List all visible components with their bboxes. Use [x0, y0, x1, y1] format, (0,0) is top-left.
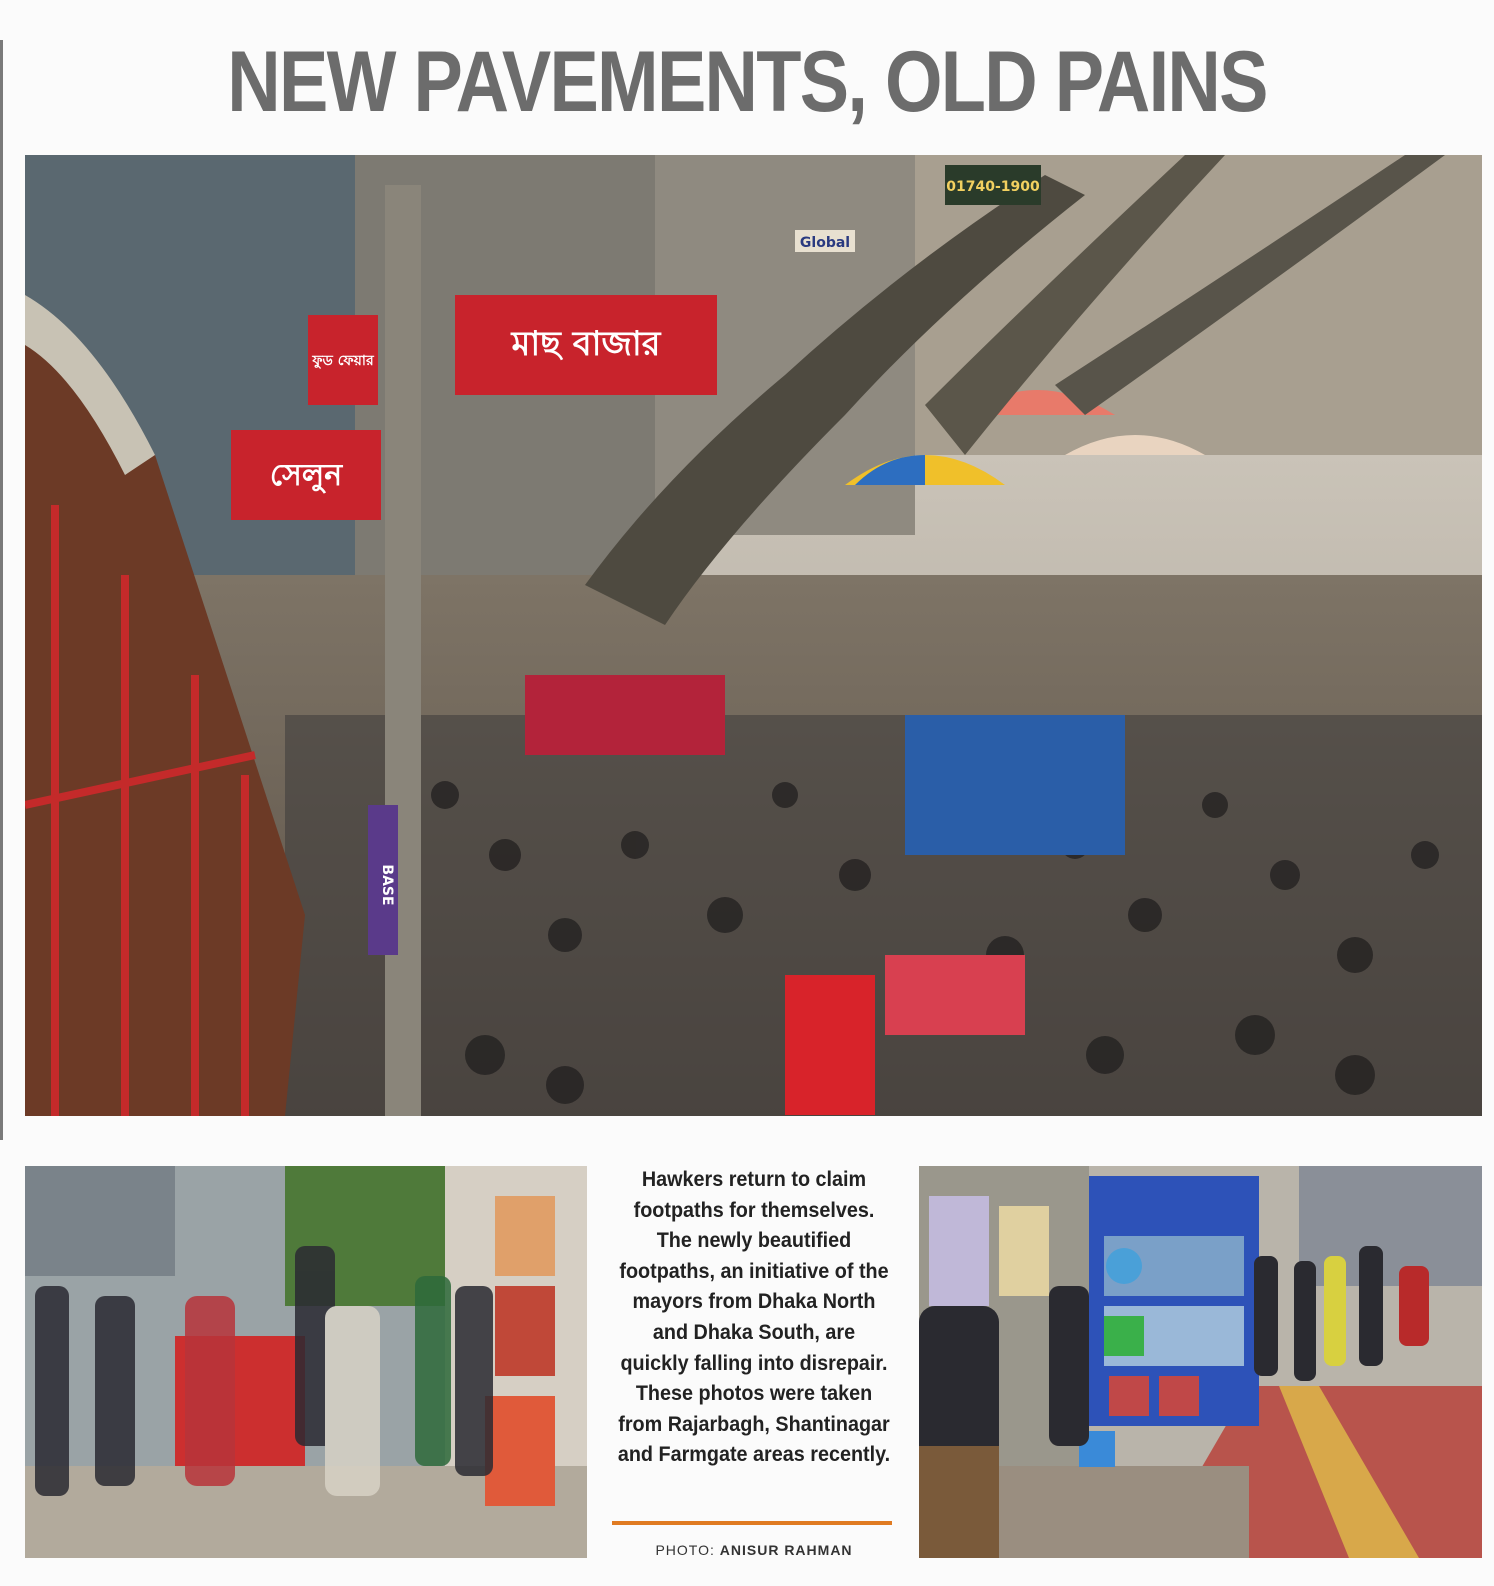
electric-pole [385, 185, 421, 1116]
headline: NEW PAVEMENTS, OLD PAINS [227, 34, 1267, 130]
photo-credit-label: PHOTO: [655, 1542, 715, 1558]
caption-divider [612, 1521, 892, 1525]
page-left-rule [0, 40, 3, 1140]
wooden-bench [919, 1446, 999, 1558]
water-jug [1106, 1248, 1142, 1284]
photo-credit [606, 1542, 902, 1558]
photo-hawker-stall [25, 1166, 587, 1558]
clothes-stall [525, 675, 725, 755]
salon-sign-text: সেলুন [269, 458, 343, 493]
red-barrier [785, 975, 875, 1115]
market-street-scene [25, 155, 1482, 1116]
green-bucket [1104, 1316, 1144, 1356]
photographer-name: ANISUR RAHMAN [719, 1542, 853, 1558]
base-sign-text: BASE [379, 864, 395, 906]
hawker-stall-scene [25, 1166, 587, 1558]
vendor-cart [485, 1396, 555, 1506]
main-photo [25, 155, 1482, 1116]
photo-caption: Hawkers return to claim footpaths for themselves. The newly beautified footpaths, an initiative of the mayors from Dhaka North and Dhaka South, are quickly falling into disrepair. These photos were taken from Rajarbagh, Shantinagar and Farmgate areas recently. [617, 1167, 891, 1467]
photo-tea-stall [919, 1166, 1482, 1558]
crowd [285, 715, 1482, 1116]
food-fair-sign-text: ফুড ফেয়ার [312, 353, 374, 369]
global-sign-text: Global [799, 235, 851, 251]
blue-tarp-stall [905, 715, 1125, 855]
tea-stall-scene [919, 1166, 1482, 1558]
background-building [25, 1166, 175, 1276]
phone-sign-text: 01740-1900 [946, 179, 1040, 195]
fish-market-sign-text: মাছ বাজার [511, 324, 661, 364]
red-crate [885, 955, 1025, 1035]
